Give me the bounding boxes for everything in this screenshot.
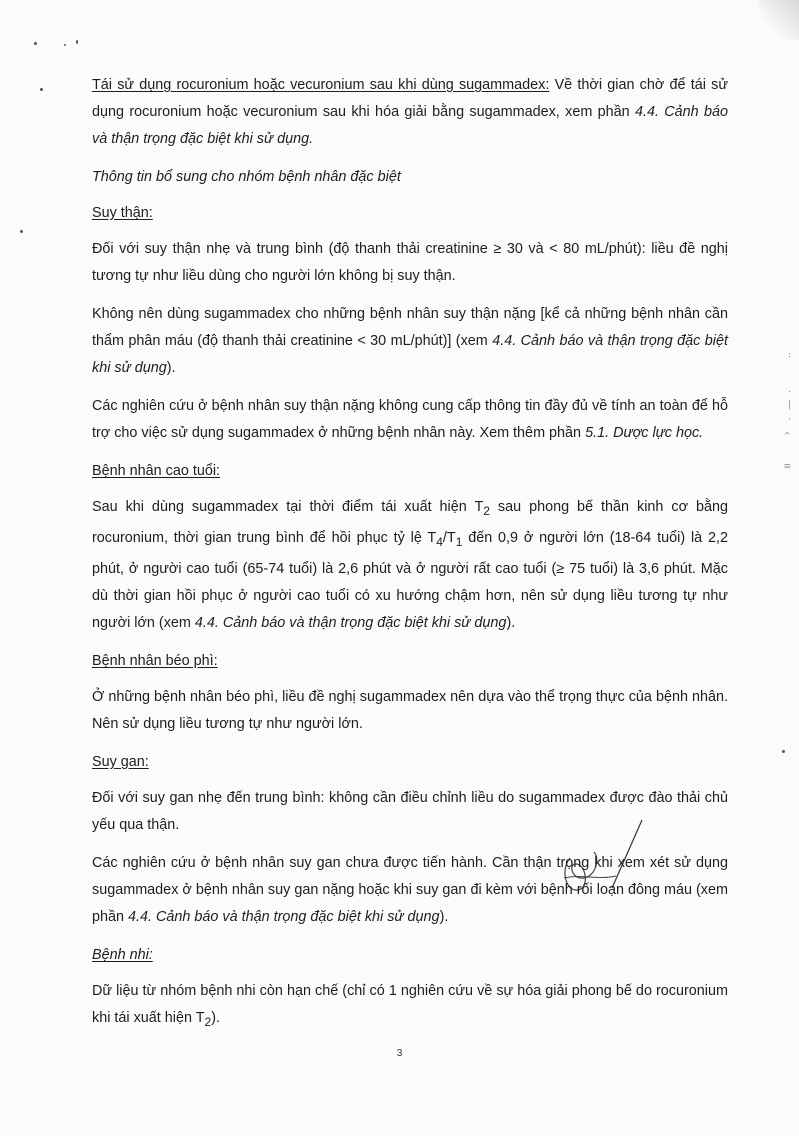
edge-bleed-mark: ^	[783, 432, 791, 442]
edge-bleed-mark: ≡	[783, 462, 791, 472]
pediatric-sub-1: 2	[204, 1014, 212, 1029]
hepatic-heading: Suy gan:	[92, 753, 149, 770]
scan-speck	[782, 750, 785, 753]
document-page	[92, 72, 728, 1047]
supplementary-heading: Thông tin bổ sung cho nhóm bệnh nhân đặc biệt	[92, 169, 401, 185]
pediatric-paragraph	[92, 978, 728, 1036]
hepatic-paragraph-1: Đối với suy gan nhẹ đến trung bình: không cần điều chỉnh liều do sugammadex được đào thải chủ yếu qua thận.	[92, 789, 728, 833]
elderly-t4: đến 0,9 ở người lớn (18-64 tuổi) là 2,2 phút, ở người cao tuổi (65-74 tuổi) là 2,6 phút và ở người rất cao tuổi (≥ 75 tuổi) là 3,6 phút. Mặc dù thời gian hồi phục ở người cao tuổi có xu hướng chậm hơn, nên sử dụng liều tương tự như người lớn (xem	[92, 529, 728, 631]
scan-speck	[64, 44, 66, 46]
hepatic-section	[92, 749, 728, 776]
elderly-ref: 4.4. Cảnh báo và thận trọng đặc biệt khi sử dụng	[194, 614, 507, 631]
reuse-ref: 4.4. Cảnh báo và thận trọng đặc biệt khi sử dụng.	[92, 104, 728, 147]
renal-p2-text: Không nên dùng sugammadex cho những bệnh nhân suy thận nặng [kể cả những bệnh nhân cần thẩm phân máu (độ thanh thải creatinine < 30 mL/phút)] (xem	[92, 306, 728, 349]
edge-bleed-mark: ·	[788, 415, 791, 425]
reuse-heading: Tái sử dụng rocuronium hoặc vecuronium sau khi dùng sugammadex:	[92, 77, 550, 93]
renal-p2-end: ).	[166, 360, 176, 376]
pediatric-t1: Dữ liệu từ nhóm bệnh nhi còn hạn chế (chỉ có 1 nghiên cứu về sự hóa giải phong bế do rocuronium khi tái xuất hiện T	[92, 982, 728, 1026]
scan-speck	[40, 88, 43, 91]
scan-speck	[20, 230, 23, 233]
reuse-text: Về thời gian chờ để tái sử dụng rocuronium hoặc vecuronium sau khi hóa giải bằng sugammadex, xem phần	[92, 77, 728, 120]
pediatric-heading: Bệnh nhi:	[92, 946, 153, 963]
scan-shadow	[759, 0, 799, 40]
elderly-t2: sau phong bế thần kinh cơ bằng rocuronium, thời gian trung bình để hồi phục tỷ lệ T	[92, 499, 728, 546]
elderly-t3: /T	[442, 529, 456, 546]
scan-speck	[34, 42, 37, 45]
elderly-section	[92, 458, 728, 485]
elderly-sub-3: 1	[455, 534, 463, 549]
hepatic-p2-ref: 4.4. Cảnh báo và thận trọng đặc biệt khi sử dụng	[128, 908, 440, 925]
edge-bleed-mark: |	[787, 400, 791, 410]
pediatric-section	[92, 942, 728, 969]
elderly-end: ).	[506, 614, 516, 631]
elderly-heading: Bệnh nhân cao tuổi:	[92, 463, 221, 479]
renal-p3-text: Các nghiên cứu ở bệnh nhân suy thận nặng không cung cấp thông tin đầy đủ về tính an toàn để hỗ trợ cho việc sử dụng sugammadex ở những bệnh nhân này. Xem thêm phần	[92, 398, 728, 441]
renal-paragraph-1: Đối với suy thận nhẹ và trung bình (độ thanh thải creatinine ≥ 30 và < 80 mL/phút): liều đề nghị tương tự như liều dùng cho người lớn không bị suy thận.	[92, 241, 728, 284]
renal-p3-ref: 5.1. Dược lực học.	[585, 425, 704, 441]
page-number: 3	[396, 1048, 403, 1059]
renal-paragraph-3	[92, 393, 728, 447]
hepatic-p2-end: ).	[439, 908, 449, 925]
obese-heading: Bệnh nhân béo phì:	[92, 652, 218, 669]
scan-speck	[76, 40, 78, 44]
renal-section	[92, 200, 728, 227]
elderly-sub-1: 2	[483, 503, 490, 518]
elderly-t1: Sau khi dùng sugammadex tại thời điểm tái xuất hiện T	[92, 499, 484, 515]
renal-p2-ref: 4.4. Cảnh báo và thận trọng đặc biệt khi sử dụng	[92, 333, 728, 376]
hepatic-p2-text: Các nghiên cứu ở bệnh nhân suy gan chưa được tiến hành. Cần thận trọng khi xem xét sử dụng sugammadex ở bệnh nhân suy gan nặng hoặc khi suy gan đi kèm với bệnh rối loạn đông máu (xem phần	[92, 854, 728, 925]
hepatic-paragraph-2	[92, 850, 728, 931]
obese-section	[92, 648, 728, 675]
edge-bleed-mark: .	[788, 385, 791, 395]
obese-paragraph: Ở những bệnh nhân béo phì, liều đề nghị sugammadex nên dựa vào thể trọng thực của bệnh nhân. Nên sử dụng liều tương tự như người lớn.	[92, 688, 728, 732]
edge-bleed-mark: :	[787, 350, 791, 360]
renal-paragraph-2	[92, 301, 728, 382]
pediatric-end: ).	[211, 1009, 221, 1026]
renal-heading: Suy thận:	[92, 205, 153, 221]
elderly-sub-2: 4	[436, 534, 443, 549]
elderly-paragraph	[92, 494, 728, 637]
reuse-paragraph	[92, 72, 728, 153]
